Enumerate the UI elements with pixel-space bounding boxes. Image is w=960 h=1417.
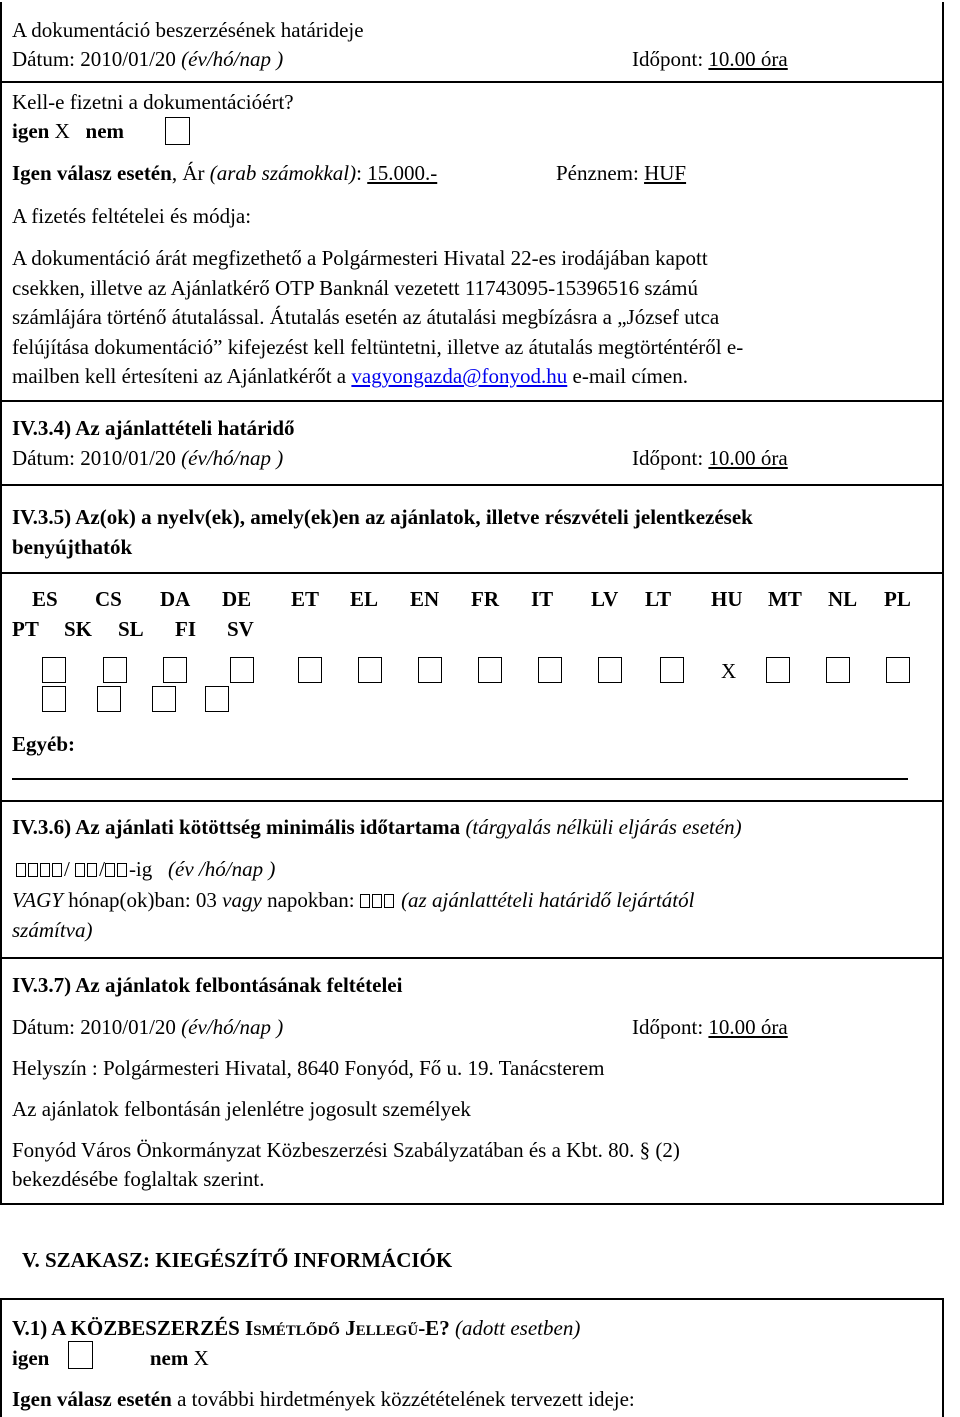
months-label: hónap(ok)ban: bbox=[68, 888, 191, 912]
or-label: VAGY bbox=[12, 888, 63, 912]
language-code-lv: LV bbox=[591, 587, 619, 611]
terms-line: csekken, illetve az Ajánlatkérő OTP Banknál vezetett 11743095-15396516 számú bbox=[12, 275, 698, 300]
s437-time bbox=[632, 1015, 788, 1039]
date-label: Dátum: bbox=[12, 47, 75, 71]
other-label: Egyéb: bbox=[12, 732, 75, 756]
v1-q: ? bbox=[439, 1316, 450, 1340]
language-code-it: IT bbox=[531, 587, 554, 611]
currency-row bbox=[556, 161, 686, 185]
yes-label: igen bbox=[12, 1346, 50, 1370]
divider bbox=[0, 81, 944, 83]
language-code-fi: FI bbox=[175, 617, 196, 641]
language-code-lt: LT bbox=[645, 587, 672, 611]
followup-bold: Igen válasz esetén bbox=[12, 1387, 172, 1411]
v1-heading bbox=[12, 1316, 580, 1343]
payment-terms-label: A fizetés feltételei és módja: bbox=[12, 204, 252, 228]
divider bbox=[0, 572, 944, 574]
email-link[interactable]: vagyongazda@fonyod.hu bbox=[351, 364, 568, 388]
s436-date-row bbox=[16, 857, 275, 881]
language-checkbox[interactable] bbox=[598, 657, 622, 683]
date-format: (év/hó/nap ) bbox=[181, 47, 284, 71]
language-checkbox[interactable] bbox=[478, 657, 502, 683]
note-line1: (az ajánlattételi határidő lejártától bbox=[401, 888, 695, 912]
no-checkbox[interactable] bbox=[165, 117, 190, 145]
yes-label: igen bbox=[12, 119, 50, 143]
currency-label: Pénznem: bbox=[556, 161, 639, 185]
no-label: nem bbox=[149, 1346, 189, 1370]
language-checkbox[interactable] bbox=[230, 657, 254, 683]
date-value: 2010/01/20 bbox=[80, 1015, 176, 1039]
language-checkbox[interactable] bbox=[418, 657, 442, 683]
time-label: Időpont: bbox=[632, 1015, 704, 1039]
yes-checkbox[interactable] bbox=[68, 1341, 93, 1369]
language-checkbox[interactable] bbox=[298, 657, 322, 683]
date-suffix: -ig bbox=[128, 857, 153, 881]
no-label: nem bbox=[85, 119, 125, 143]
other-input-line[interactable] bbox=[12, 778, 908, 780]
time-label: Időpont: bbox=[632, 446, 704, 470]
followup-rest: a további hirdetmények közzétételének tervezett ideje: bbox=[177, 1387, 635, 1411]
language-checkbox[interactable] bbox=[826, 657, 850, 683]
language-selected-mark: X bbox=[721, 659, 737, 683]
terms-line: számlájára történő átutalással. Átutalás esetén az átutalási megbízásra a „József utca bbox=[12, 305, 720, 329]
language-code-hu: HU bbox=[711, 587, 743, 611]
s434-heading: IV.3.4) Az ajánlattételi határidő bbox=[12, 416, 295, 440]
time-label: Időpont: bbox=[632, 47, 704, 71]
date-value: 2010/01/20 bbox=[80, 446, 176, 470]
doc-deadline-title: A dokumentáció beszerzésének határideje bbox=[12, 18, 364, 42]
s437-persons-label: Az ajánlatok felbontásán jelenlétre jogosult személyek bbox=[12, 1097, 471, 1121]
date-format: (év/hó/nap ) bbox=[181, 446, 284, 470]
language-checkbox[interactable] bbox=[358, 657, 382, 683]
terms-last-pre: mailben kell értesíteni az Ajánlatkérőt a bbox=[12, 364, 347, 388]
price-label-rest: , Ár bbox=[171, 161, 205, 185]
s437-persons-line2: bekezdésébe foglaltak szerint. bbox=[12, 1167, 265, 1191]
language-checkbox[interactable] bbox=[42, 657, 66, 683]
language-code-pt: PT bbox=[12, 617, 39, 641]
price-row bbox=[12, 161, 437, 185]
language-code-et: ET bbox=[291, 587, 320, 611]
v1-followup bbox=[12, 1387, 635, 1411]
s437-date bbox=[12, 1015, 283, 1039]
language-code-mt: MT bbox=[768, 587, 802, 611]
s434-time bbox=[632, 446, 788, 470]
price-label-italic: (arab számokkal) bbox=[209, 161, 357, 185]
v1-italic: (adott esetben) bbox=[454, 1316, 581, 1340]
language-code-el: EL bbox=[350, 587, 379, 611]
price-value: 15.000.- bbox=[367, 161, 438, 185]
v1-dash: -E bbox=[418, 1316, 440, 1340]
s436-heading-bold: IV.3.6) Az ajánlati kötöttség minimális időtartama bbox=[12, 815, 461, 839]
date-format: (év /hó/nap ) bbox=[168, 857, 276, 881]
language-code-cs: CS bbox=[95, 587, 122, 611]
language-code-fr: FR bbox=[471, 587, 499, 611]
language-code-es: ES bbox=[32, 587, 58, 611]
terms-last-post: e-mail címen. bbox=[572, 364, 688, 388]
payment-terms bbox=[12, 244, 743, 392]
language-checkbox[interactable] bbox=[97, 686, 121, 712]
divider bbox=[0, 484, 944, 486]
s437-place: Helyszín : Polgármesteri Hivatal, 8640 Fonyód, Fő u. 19. Tanácsterem bbox=[12, 1056, 605, 1080]
language-code-en: EN bbox=[410, 587, 440, 611]
date-label: Dátum: bbox=[12, 1015, 75, 1039]
s435-heading-2: benyújthatók bbox=[12, 535, 133, 559]
section-v-title: V. SZAKASZ: KIEGÉSZÍTŐ INFORMÁCIÓK bbox=[22, 1248, 453, 1272]
s436-duration-row bbox=[12, 888, 694, 912]
payment-question: Kell-e fizetni a dokumentációért? bbox=[12, 90, 294, 114]
v1-sc1: SMÉTLŐDŐ bbox=[253, 1323, 340, 1339]
v1-yes-no bbox=[12, 1346, 209, 1370]
language-checkbox[interactable] bbox=[660, 657, 684, 683]
s437-heading: IV.3.7) Az ajánlatok felbontásának feltételei bbox=[12, 973, 403, 997]
months-value: 03 bbox=[195, 888, 217, 912]
language-checkbox[interactable] bbox=[163, 657, 187, 683]
language-code-de: DE bbox=[222, 587, 252, 611]
divider bbox=[0, 800, 944, 802]
doc-deadline-date bbox=[12, 47, 283, 71]
s435-heading-1: IV.3.5) Az(ok) a nyelv(ek), amely(ek)en az ajánlatok, illetve részvételi jelentkezések bbox=[12, 505, 753, 529]
or2-label: vagy bbox=[222, 888, 262, 912]
doc-deadline-time bbox=[632, 47, 788, 71]
v1-sc2: ELLEGŰ bbox=[355, 1323, 419, 1339]
date-sep: / bbox=[64, 857, 70, 881]
time-value: 10.00 óra bbox=[708, 1015, 788, 1039]
payment-yes-no bbox=[12, 119, 124, 143]
terms-line-last bbox=[12, 362, 743, 392]
divider bbox=[0, 957, 944, 959]
date-sep: / bbox=[99, 857, 105, 881]
yes-mark: X bbox=[54, 119, 70, 143]
s436-heading-italic: (tárgyalás nélküli eljárás esetén) bbox=[465, 815, 742, 839]
date-format: (év/hó/nap ) bbox=[181, 1015, 284, 1039]
currency-value: HUF bbox=[644, 161, 687, 185]
language-checkbox[interactable] bbox=[152, 686, 176, 712]
divider bbox=[0, 400, 944, 402]
date-label: Dátum: bbox=[12, 446, 75, 470]
v1-prefix: V.1) A KÖZBESZERZÉS I bbox=[12, 1316, 254, 1340]
language-checkbox[interactable] bbox=[205, 686, 229, 712]
language-checkbox[interactable] bbox=[42, 686, 66, 712]
terms-line: felújítása dokumentáció” kifejezést kell feltüntetni, illetve az átutalás megtörténtéről e- bbox=[12, 334, 744, 359]
language-code-nl: NL bbox=[828, 587, 858, 611]
language-code-sl: SL bbox=[118, 617, 144, 641]
s434-date bbox=[12, 446, 283, 470]
days-label: napokban: bbox=[267, 888, 355, 912]
language-code-sv: SV bbox=[227, 617, 254, 641]
language-code-sk: SK bbox=[64, 617, 93, 641]
s436-note-2: számítva) bbox=[12, 918, 93, 942]
time-value: 10.00 óra bbox=[708, 446, 788, 470]
language-checkbox[interactable] bbox=[103, 657, 127, 683]
language-checkbox[interactable] bbox=[766, 657, 790, 683]
terms-line: A dokumentáció árát megfizethető a Polgármesteri Hivatal 22-es irodájában kapott bbox=[12, 246, 708, 270]
s437-persons-line1: Fonyód Város Önkormányzat Közbeszerzési Szabályzatában és a Kbt. 80. § (2) bbox=[12, 1138, 680, 1162]
no-mark: X bbox=[193, 1346, 209, 1370]
date-value: 2010/01/20 bbox=[80, 47, 176, 71]
time-value: 10.00 óra bbox=[708, 47, 788, 71]
language-code-da: DA bbox=[160, 587, 191, 611]
s436-heading bbox=[12, 815, 742, 839]
language-checkbox[interactable] bbox=[538, 657, 562, 683]
language-checkbox[interactable] bbox=[886, 657, 910, 683]
price-colon: : bbox=[356, 161, 362, 185]
v1-mid: J bbox=[339, 1316, 356, 1340]
price-label: Igen válasz esetén bbox=[12, 161, 172, 185]
language-code-pl: PL bbox=[884, 587, 911, 611]
